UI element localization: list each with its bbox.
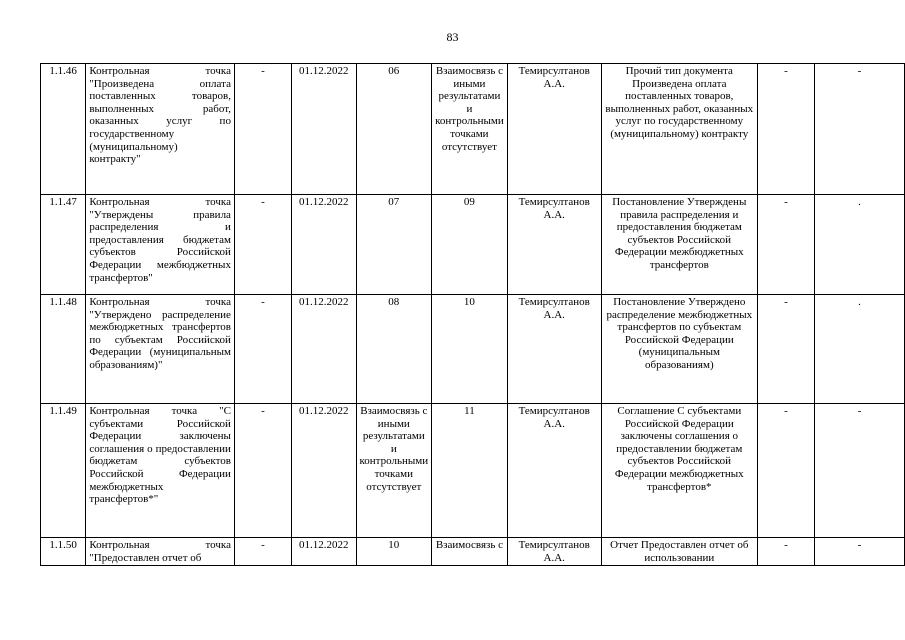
table-row: [41, 404, 905, 538]
control-point-name: Контрольная точка "Произведена оплата поставленных товаров, выполненных работ, оказанных услуг по государственному (муниципальному) контракту": [86, 64, 235, 195]
cell-dash: -: [757, 64, 814, 195]
cell-dot: .: [814, 295, 904, 404]
table-row: [41, 195, 905, 295]
cell-dash: -: [757, 538, 814, 566]
document-type: Соглашение С субъектами Российской Федерации заключены соглашения о предоставлении бюджетам субъектов Российской Федерации межбюджетных трансфертов*: [601, 404, 757, 538]
responsible-person: Темирсултанов А.А.: [507, 64, 601, 195]
control-point-name: Контрольная точка "С субъектами Российской Федерации заключены соглашения о предоставлении бюджетам субъектов Российской Федерации межбюджетных трансфертов*": [86, 404, 235, 538]
control-point-code: Взаимосвязь с иными результатами и контрольными точками отсутствует: [356, 404, 432, 538]
control-point-code: 10: [356, 538, 432, 566]
cell-dash: -: [814, 404, 904, 538]
responsible-person: Темирсултанов А.А.: [507, 538, 601, 566]
responsible-person: Темирсултанов А.А.: [507, 404, 601, 538]
control-point-name: Контрольная точка "Утверждены правила распределения и предоставления бюджетам субъектов Российской Федерации межбюджетных трансфертов": [86, 195, 235, 295]
row-number: 1.1.48: [41, 295, 86, 404]
control-point-code: 07: [356, 195, 432, 295]
related-points: Взаимосвязь с: [432, 538, 508, 566]
cell-dash: -: [234, 295, 291, 404]
cell-dash: -: [814, 538, 904, 566]
control-point-name: Контрольная точка "Предоставлен отчет об: [86, 538, 235, 566]
control-point-date: 01.12.2022: [292, 404, 356, 538]
control-point-date: 01.12.2022: [292, 295, 356, 404]
control-point-name: Контрольная точка "Утверждено распределение межбюджетных трансфертов по субъектам Российской Федерации (муниципальным образованиям)": [86, 295, 235, 404]
cell-dash: -: [757, 195, 814, 295]
cell-dash: -: [757, 295, 814, 404]
row-number: 1.1.46: [41, 64, 86, 195]
row-number: 1.1.50: [41, 538, 86, 566]
page-number: 83: [446, 30, 459, 44]
related-points: 10: [432, 295, 508, 404]
cell-dash: -: [234, 195, 291, 295]
row-number: 1.1.47: [41, 195, 86, 295]
table-row: [41, 538, 905, 566]
responsible-person: Темирсултанов А.А.: [507, 195, 601, 295]
cell-dash: -: [234, 404, 291, 538]
cell-dot: .: [814, 195, 904, 295]
cell-dash: -: [234, 64, 291, 195]
control-point-date: 01.12.2022: [292, 64, 356, 195]
control-point-code: 08: [356, 295, 432, 404]
document-type: Постановление Утверждены правила распределения и предоставления бюджетам субъектов Российской Федерации межбюджетных трансфертов: [601, 195, 757, 295]
related-points: 09: [432, 195, 508, 295]
cell-dash: -: [234, 538, 291, 566]
table-row: [41, 64, 905, 195]
row-number: 1.1.49: [41, 404, 86, 538]
cell-dash: -: [757, 404, 814, 538]
control-point-code: 06: [356, 64, 432, 195]
control-point-date: 01.12.2022: [292, 195, 356, 295]
document-type: Отчет Предоставлен отчет об использовании: [601, 538, 757, 566]
responsible-person: Темирсултанов А.А.: [507, 295, 601, 404]
document-type: Постановление Утверждено распределение межбюджетных трансфертов по субъектам Российской Федерации (муниципальным образованиям): [601, 295, 757, 404]
document-type: Прочий тип документа Произведена оплата поставленных товаров, выполненных работ, оказанных услуг по государственному (муниципальному) контракту: [601, 64, 757, 195]
cell-dash: -: [814, 64, 904, 195]
control-point-date: 01.12.2022: [292, 538, 356, 566]
related-points: 11: [432, 404, 508, 538]
related-points: Взаимосвязь с иными результатами и контрольными точками отсутствует: [432, 64, 508, 195]
table-row: [41, 295, 905, 404]
control-points-table: [40, 63, 905, 566]
